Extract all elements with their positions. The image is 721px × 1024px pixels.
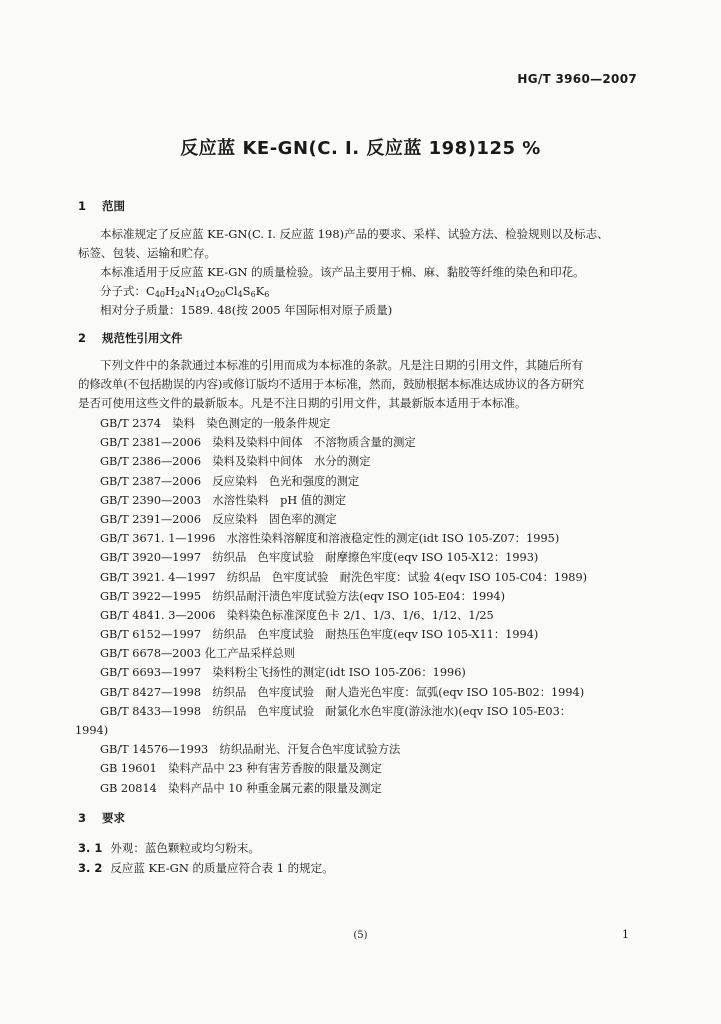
clause-number: 3. 1 xyxy=(78,841,103,855)
paragraph-line: 本标准规定了反应蓝 KE-GN(C. I. 反应蓝 198)产品的要求、采样、试验方法、检验规则以及标志、 xyxy=(100,227,609,241)
reference-item: GB/T 2386—2006 染料及染料中间体 水分的测定 xyxy=(100,455,371,469)
formula-s: S xyxy=(242,284,251,298)
reference-item: GB/T 3671. 1—1996 水溶性染料溶解度和溶液稳定性的测定(idt ISO 105-Z07：1995) xyxy=(100,532,560,546)
reference-item: GB/T 2387—2006 反应染料 色光和强度的测定 xyxy=(100,474,360,488)
section-title: 规范性引用文件 xyxy=(102,331,183,345)
reference-item: GB/T 3922—1995 纺织品耐汗渍色牢度试验方法(eqv ISO 105-E04：1994) xyxy=(100,589,506,603)
standard-code: HG/T 3960—2007 xyxy=(517,72,637,86)
section-title: 要求 xyxy=(102,811,126,825)
formula-sub: 4 xyxy=(237,290,243,299)
footer-center-mark: (5) xyxy=(353,930,368,941)
reference-item: GB/T 2381—2006 染料及染料中间体 不溶物质含量的测定 xyxy=(100,436,416,450)
clause-3-1 xyxy=(78,840,260,856)
reference-item-continuation: 1994) xyxy=(75,724,109,737)
formula-sub: 14 xyxy=(195,290,206,299)
formula-o: O xyxy=(205,284,215,298)
formula-cl: Cl xyxy=(225,284,238,298)
paragraph-line: 标签、包装、运输和贮存。 xyxy=(78,246,216,260)
reference-item: GB/T 8433—1998 纺织品 色牢度试验 耐氯化水色牢度(游泳池水)(eqv ISO 105-E03： xyxy=(100,704,572,718)
reference-item: GB/T 6152—1997 纺织品 色牢度试验 耐热压色牢度(eqv ISO 105-X11：1994) xyxy=(100,628,539,642)
reference-item: GB/T 3920—1997 纺织品 色牢度试验 耐摩擦色牢度(eqv ISO 105-X12：1993) xyxy=(100,551,539,565)
formula-sub: 20 xyxy=(214,290,226,299)
reference-item: GB 20814 染料产品中 10 种重金属元素的限量及测定 xyxy=(100,781,382,795)
formula-n: N xyxy=(185,284,196,298)
section-number: 2 xyxy=(78,331,87,345)
page-title: 反应蓝 KE-GN(C. I. 反应蓝 198)125 % xyxy=(180,138,541,159)
section-title: 范围 xyxy=(102,199,126,213)
section-number: 3 xyxy=(78,811,87,825)
molecular-mass: 相对分子质量：1589. 48(按 2005 年国际相对原子质量) xyxy=(100,303,393,317)
molecular-formula xyxy=(100,283,269,299)
section-2-heading xyxy=(78,330,183,346)
formula-c: C xyxy=(146,284,155,298)
reference-item: GB/T 4841. 3—2006 染料染色标准深度色卡 2/1、1/3、1/6、1/12、1/25 xyxy=(100,608,494,622)
reference-item: GB/T 3921. 4—1997 纺织品 色牢度试验 耐洗色牢度：试验 4(eqv ISO 105-C04：1989) xyxy=(100,570,588,584)
clause-number: 3. 2 xyxy=(78,861,103,875)
clause-text: 反应蓝 KE-GN 的质量应符合表 1 的规定。 xyxy=(110,861,334,875)
reference-item: GB/T 8427—1998 纺织品 色牢度试验 耐人造光色牢度：氙弧(eqv ISO 105-B02：1994) xyxy=(100,685,585,699)
reference-list xyxy=(75,414,645,798)
reference-item: GB 19601 染料产品中 23 种有害芳香胺的限量及测定 xyxy=(100,762,382,776)
paragraph-line: 本标准适用于反应蓝 KE-GN 的质量检验。该产品主要用于棉、麻、黏胶等纤维的染色和印花。 xyxy=(100,265,585,279)
formula-sub: 24 xyxy=(175,290,186,299)
reference-item: GB/T 2374 染料 染色测定的一般条件规定 xyxy=(100,417,331,430)
formula-k: K xyxy=(255,284,265,298)
section-number: 1 xyxy=(78,199,87,213)
paragraph-line: 是否可使用这些文件的最新版本。凡是不注日期的引用文件，其最新版本适用于本标准。 xyxy=(78,396,527,410)
formula-h: H xyxy=(165,284,176,298)
paragraph-line: 下列文件中的条款通过本标准的引用而成为本标准的条款。凡是注日期的引用文件，其随后所有 xyxy=(100,358,583,372)
reference-item: GB/T 14576—1993 纺织品耐光、汗复合色牢度试验方法 xyxy=(100,743,401,757)
section-3-heading xyxy=(78,810,125,826)
formula-label: 分子式： xyxy=(100,284,146,298)
formula-sub: 6 xyxy=(264,290,270,299)
reference-item: GB/T 6678—2003 化工产品采样总则 xyxy=(100,647,296,661)
reference-item: GB/T 6693—1997 染料粉尘飞扬性的测定(idt ISO 105-Z06：1996) xyxy=(100,666,466,680)
clause-3-2 xyxy=(78,860,334,876)
formula-sub: 40 xyxy=(154,290,165,299)
clause-text: 外观：蓝色颗粒或均匀粉末。 xyxy=(110,841,260,855)
reference-item: GB/T 2391—2006 反应染料 固色率的测定 xyxy=(100,512,337,526)
reference-item: GB/T 2390—2003 水溶性染料 pH 值的测定 xyxy=(100,493,346,507)
section-1-heading xyxy=(78,198,125,214)
paragraph-line: 的修改单(不包括勘误的内容)或修订版均不适用于本标准，然而，鼓励根据本标准达成协议的各方研究 xyxy=(78,377,584,391)
formula-sub: 6 xyxy=(250,290,256,299)
page-number: 1 xyxy=(622,928,629,941)
